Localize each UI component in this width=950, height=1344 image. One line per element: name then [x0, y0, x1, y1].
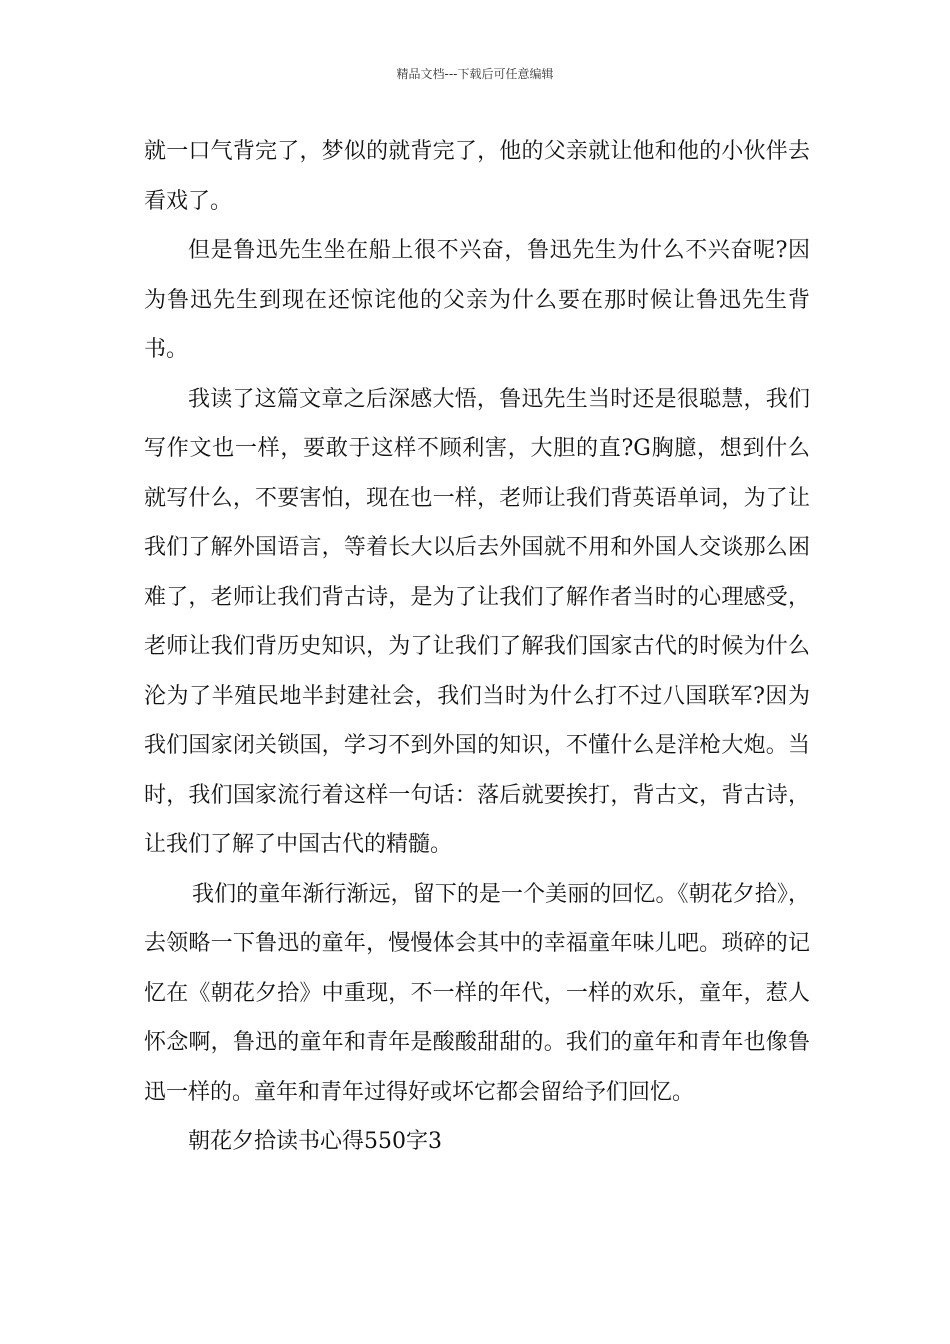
paragraph-2: 但是鲁迅先生坐在船上很不兴奋，鲁迅先生为什么不兴奋呢?因为鲁迅先生到现在还惊诧他的父亲为什么要在那时候让鲁迅先生背书。	[144, 238, 810, 362]
page-header: 精品文档---下载后可任意编辑	[396, 67, 554, 81]
document-body	[144, 127, 810, 1167]
paragraph-3: 我读了这篇文章之后深感大悟，鲁迅先生当时还是很聪慧，我们写作文也一样，要敢于这样不顾利害，大胆的直?G胸臆，想到什么就写什么，不要害怕，现在也一样，老师让我们背英语单词，为了让我们了解外国语言，等着长大以后去外国就不用和外国人交谈那么困难了，老师让我们背古诗，是为了让我们了解作者当时的心理感受，老师让我们背历史知识，为了让我们了解我们国家古代的时候为什么沦为了半殖民地半封建社会，我们当时为什么打不过八国联军?因为我们国家闭关锁国，学习不到外国的知识，不懂什么是洋枪大炮。当时，我们国家流行着这样一句话：落后就要挨打，背古文，背古诗，让我们了解了中国古代的精髓。	[144, 386, 810, 857]
paragraph-4: 我们的童年渐行渐远，留下的是一个美丽的回忆。《朝花夕拾》，去领略一下鲁迅的童年，慢慢体会其中的幸福童年味儿吧。琐碎的记忆在《朝花夕拾》中重现，不一样的年代，一样的欢乐，童年，惹人怀念啊，鲁迅的童年和青年是酸酸甜甜的。我们的童年和青年也像鲁迅一样的。童年和青年过得好或坏它都会留给予们回忆。	[144, 881, 810, 1105]
paragraph-1: 就一口气背完了，梦似的就背完了，他的父亲就让他和他的小伙伴去看戏了。	[144, 139, 810, 214]
section-title: 朝花夕拾读书心得550字3	[188, 1129, 442, 1154]
